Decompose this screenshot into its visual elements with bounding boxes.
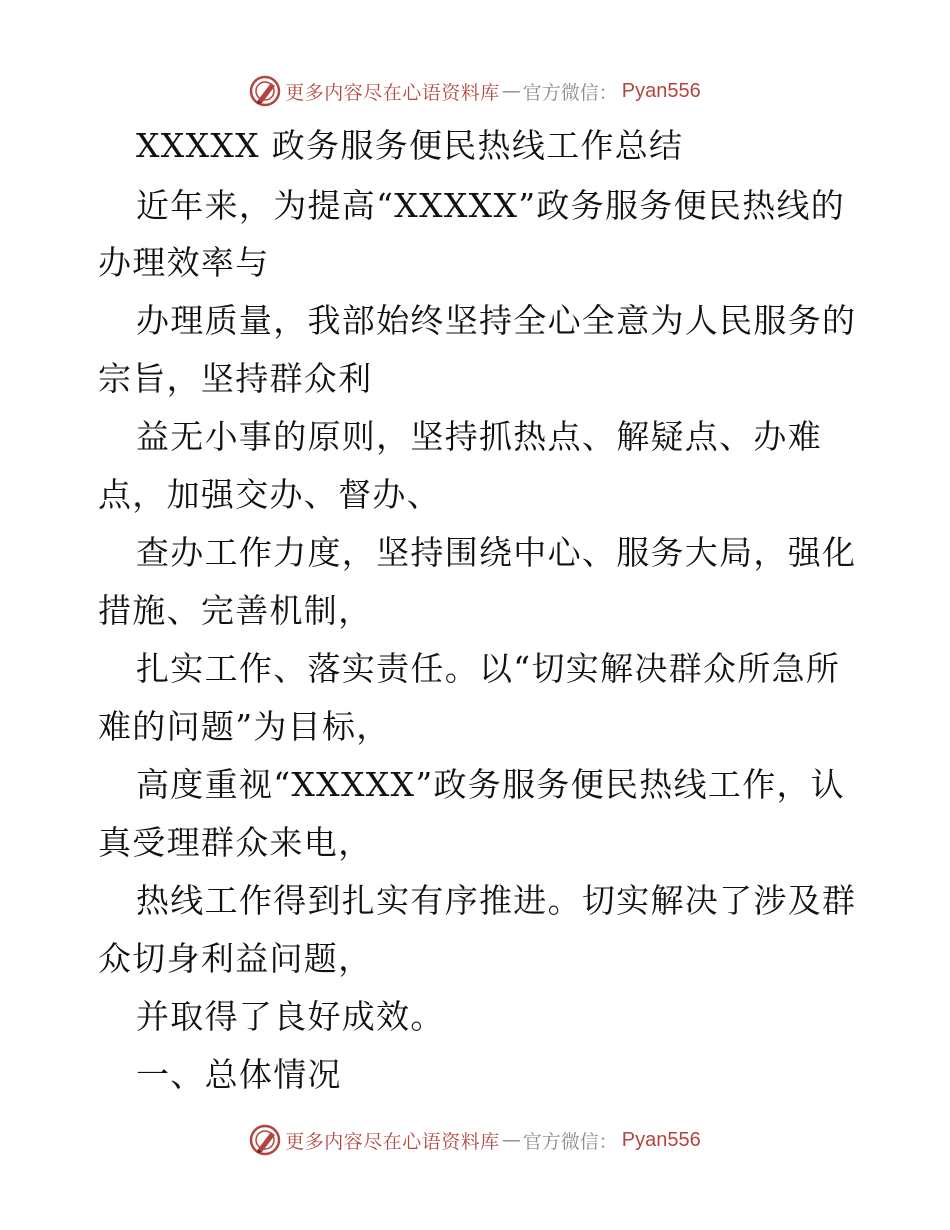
watermark-label: 官方微信： bbox=[522, 81, 618, 104]
watermark-promo-text: 更多内容尽在心语资料库 bbox=[285, 1130, 500, 1153]
watermark-dash: — bbox=[501, 1129, 521, 1151]
paragraph-line: 扎实工作、落实责任。以“切实解决群众所急所 bbox=[136, 649, 841, 688]
watermark-dash: — bbox=[501, 80, 521, 102]
paragraph-line: 办理质量，我部始终坚持全心全意为人民服务的 bbox=[136, 301, 857, 340]
red-pen-logo-icon bbox=[249, 1124, 281, 1156]
paragraph-line: 益无小事的原则，坚持抓热点、解疑点、办难 bbox=[136, 417, 822, 456]
footer-watermark bbox=[0, 1120, 950, 1160]
paragraph-line: 宗旨，坚持群众利 bbox=[98, 359, 373, 398]
document-title: XXXXX 政务服务便民热线工作总结 bbox=[136, 126, 684, 165]
paragraph-line: 近年来，为提高“XXXXX”政务服务便民热线的 bbox=[136, 186, 846, 225]
red-pen-logo-icon bbox=[249, 75, 281, 107]
paragraph-line: 真受理群众来电， bbox=[98, 823, 373, 862]
paragraph-line: 众切身利益问题， bbox=[98, 939, 373, 978]
paragraph-line: 热线工作得到扎实有序推进。切实解决了涉及群 bbox=[136, 881, 857, 920]
watermark-promo-text: 更多内容尽在心语资料库 bbox=[285, 81, 500, 104]
paragraph-line: 难的问题”为目标， bbox=[98, 707, 391, 746]
paragraph-line: 措施、完善机制， bbox=[98, 591, 373, 630]
watermark-label: 官方微信： bbox=[522, 1130, 618, 1153]
paragraph-line: 办理效率与 bbox=[98, 243, 270, 282]
paragraph-line: 并取得了良好成效。 bbox=[136, 997, 445, 1036]
watermark-account: Pyan556 bbox=[621, 1128, 701, 1151]
paragraph-line: 查办工作力度，坚持围绕中心、服务大局，强化 bbox=[136, 533, 857, 572]
header-watermark bbox=[0, 71, 950, 111]
watermark-account: Pyan556 bbox=[621, 79, 701, 102]
section-heading: 一、总体情况 bbox=[136, 1055, 342, 1094]
paragraph-line: 点，加强交办、督办、 bbox=[98, 475, 441, 514]
paragraph-line: 高度重视“XXXXX”政务服务便民热线工作，认 bbox=[136, 765, 846, 804]
